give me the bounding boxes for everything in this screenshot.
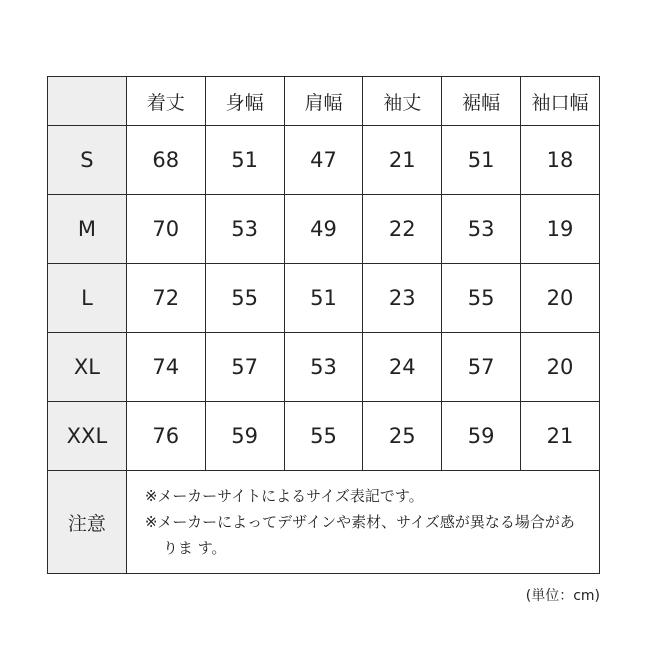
note-content — [126, 471, 599, 574]
size-row-xxl — [48, 402, 600, 471]
cell-cuff-width: 20 — [521, 264, 600, 333]
size-label: XL — [48, 333, 127, 402]
size-label: M — [48, 195, 127, 264]
header-sleeve-length: 袖丈 — [363, 77, 442, 126]
header-body-width: 身幅 — [205, 77, 284, 126]
cell-shoulder-width: 47 — [284, 126, 363, 195]
cell-sleeve-length: 25 — [363, 402, 442, 471]
size-label: S — [48, 126, 127, 195]
cell-body-width: 59 — [205, 402, 284, 471]
cell-body-width: 55 — [205, 264, 284, 333]
cell-hem-width: 59 — [442, 402, 521, 471]
cell-length: 74 — [126, 333, 205, 402]
header-shoulder-width: 肩幅 — [284, 77, 363, 126]
cell-body-width: 53 — [205, 195, 284, 264]
cell-cuff-width: 18 — [521, 126, 600, 195]
cell-hem-width: 53 — [442, 195, 521, 264]
cell-body-width: 57 — [205, 333, 284, 402]
cell-length: 68 — [126, 126, 205, 195]
size-row-l — [48, 264, 600, 333]
header-hem-width: 裾幅 — [442, 77, 521, 126]
note-row — [48, 471, 600, 574]
cell-sleeve-length: 24 — [363, 333, 442, 402]
header-cuff-width: 袖口幅 — [521, 77, 600, 126]
note-label: 注意 — [48, 471, 127, 574]
cell-sleeve-length: 21 — [363, 126, 442, 195]
cell-shoulder-width: 53 — [284, 333, 363, 402]
note-line: ※メーカーサイトによるサイズ表記です。 — [144, 487, 424, 505]
cell-cuff-width: 20 — [521, 333, 600, 402]
cell-hem-width: 57 — [442, 333, 521, 402]
cell-body-width: 51 — [205, 126, 284, 195]
note-line: ※メーカーによってデザインや素材、サイズ感が異なる場合がありま す。 — [144, 513, 575, 557]
size-chart-table — [47, 76, 600, 574]
cell-length: 70 — [126, 195, 205, 264]
cell-shoulder-width: 49 — [284, 195, 363, 264]
cell-hem-width: 51 — [442, 126, 521, 195]
cell-length: 72 — [126, 264, 205, 333]
cell-cuff-width: 19 — [521, 195, 600, 264]
size-row-s — [48, 126, 600, 195]
corner-cell — [48, 77, 127, 126]
size-label: XXL — [48, 402, 127, 471]
cell-shoulder-width: 51 — [284, 264, 363, 333]
size-row-m — [48, 195, 600, 264]
cell-sleeve-length: 22 — [363, 195, 442, 264]
size-row-xl — [48, 333, 600, 402]
header-length: 着丈 — [126, 77, 205, 126]
cell-shoulder-width: 55 — [284, 402, 363, 471]
cell-hem-width: 55 — [442, 264, 521, 333]
cell-cuff-width: 21 — [521, 402, 600, 471]
cell-length: 76 — [126, 402, 205, 471]
header-row — [48, 77, 600, 126]
size-label: L — [48, 264, 127, 333]
unit-label: (単位：cm) — [525, 588, 600, 604]
cell-sleeve-length: 23 — [363, 264, 442, 333]
